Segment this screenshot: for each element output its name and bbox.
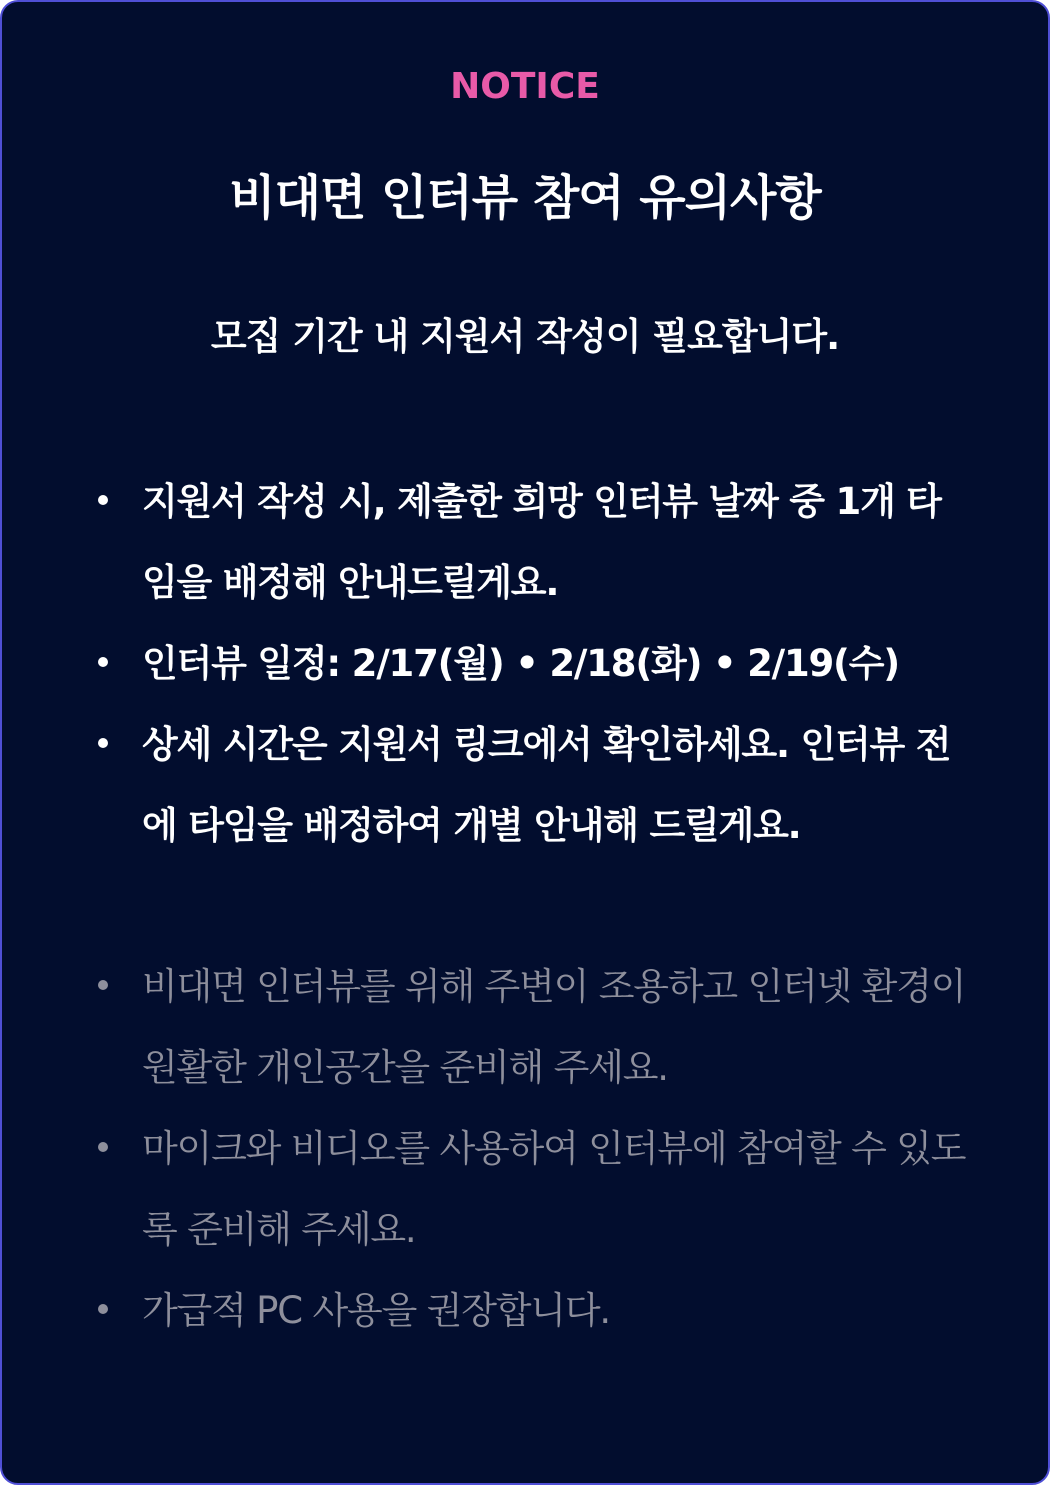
bullet-dot-icon bbox=[98, 495, 108, 505]
notice-label: NOTICE bbox=[450, 66, 600, 107]
primary-guidelines-list bbox=[94, 461, 974, 866]
notice-title: 비대면 인터뷰 참여 유의사항 bbox=[229, 170, 821, 226]
list-item bbox=[94, 1108, 974, 1270]
list-item bbox=[94, 461, 974, 623]
list-item-text: 상세 시간은 지원서 링크에서 확인하세요. 인터뷰 전에 타임을 배정하여 개별 안내해 드릴게요. bbox=[142, 723, 951, 847]
bullet-dot-icon bbox=[98, 1142, 108, 1152]
list-item bbox=[94, 946, 974, 1108]
list-item-text: 가급적 PC 사용을 권장합니다. bbox=[142, 1289, 610, 1332]
list-item bbox=[94, 1270, 974, 1351]
bullet-dot-icon bbox=[98, 1304, 108, 1314]
list-item-text: 지원서 작성 시, 제출한 희망 인터뷰 날짜 중 1개 타임을 배정해 안내드릴게요. bbox=[142, 480, 941, 604]
list-item-text: 인터뷰 일정: 2/17(월) • 2/18(화) • 2/19(수) bbox=[142, 642, 900, 685]
bullet-dot-icon bbox=[98, 980, 108, 990]
notice-subtitle: 모집 기간 내 지원서 작성이 필요합니다. bbox=[210, 315, 840, 358]
bullet-dot-icon bbox=[98, 657, 108, 667]
bullet-dot-icon bbox=[98, 738, 108, 748]
list-item-text: 비대면 인터뷰를 위해 주변이 조용하고 인터넷 환경이 원활한 개인공간을 준비해 주세요. bbox=[142, 965, 966, 1089]
list-item bbox=[94, 623, 974, 704]
secondary-guidelines-list bbox=[94, 946, 974, 1351]
list-item-text: 마이크와 비디오를 사용하여 인터뷰에 참여할 수 있도록 준비해 주세요. bbox=[142, 1127, 966, 1251]
list-item bbox=[94, 704, 974, 866]
